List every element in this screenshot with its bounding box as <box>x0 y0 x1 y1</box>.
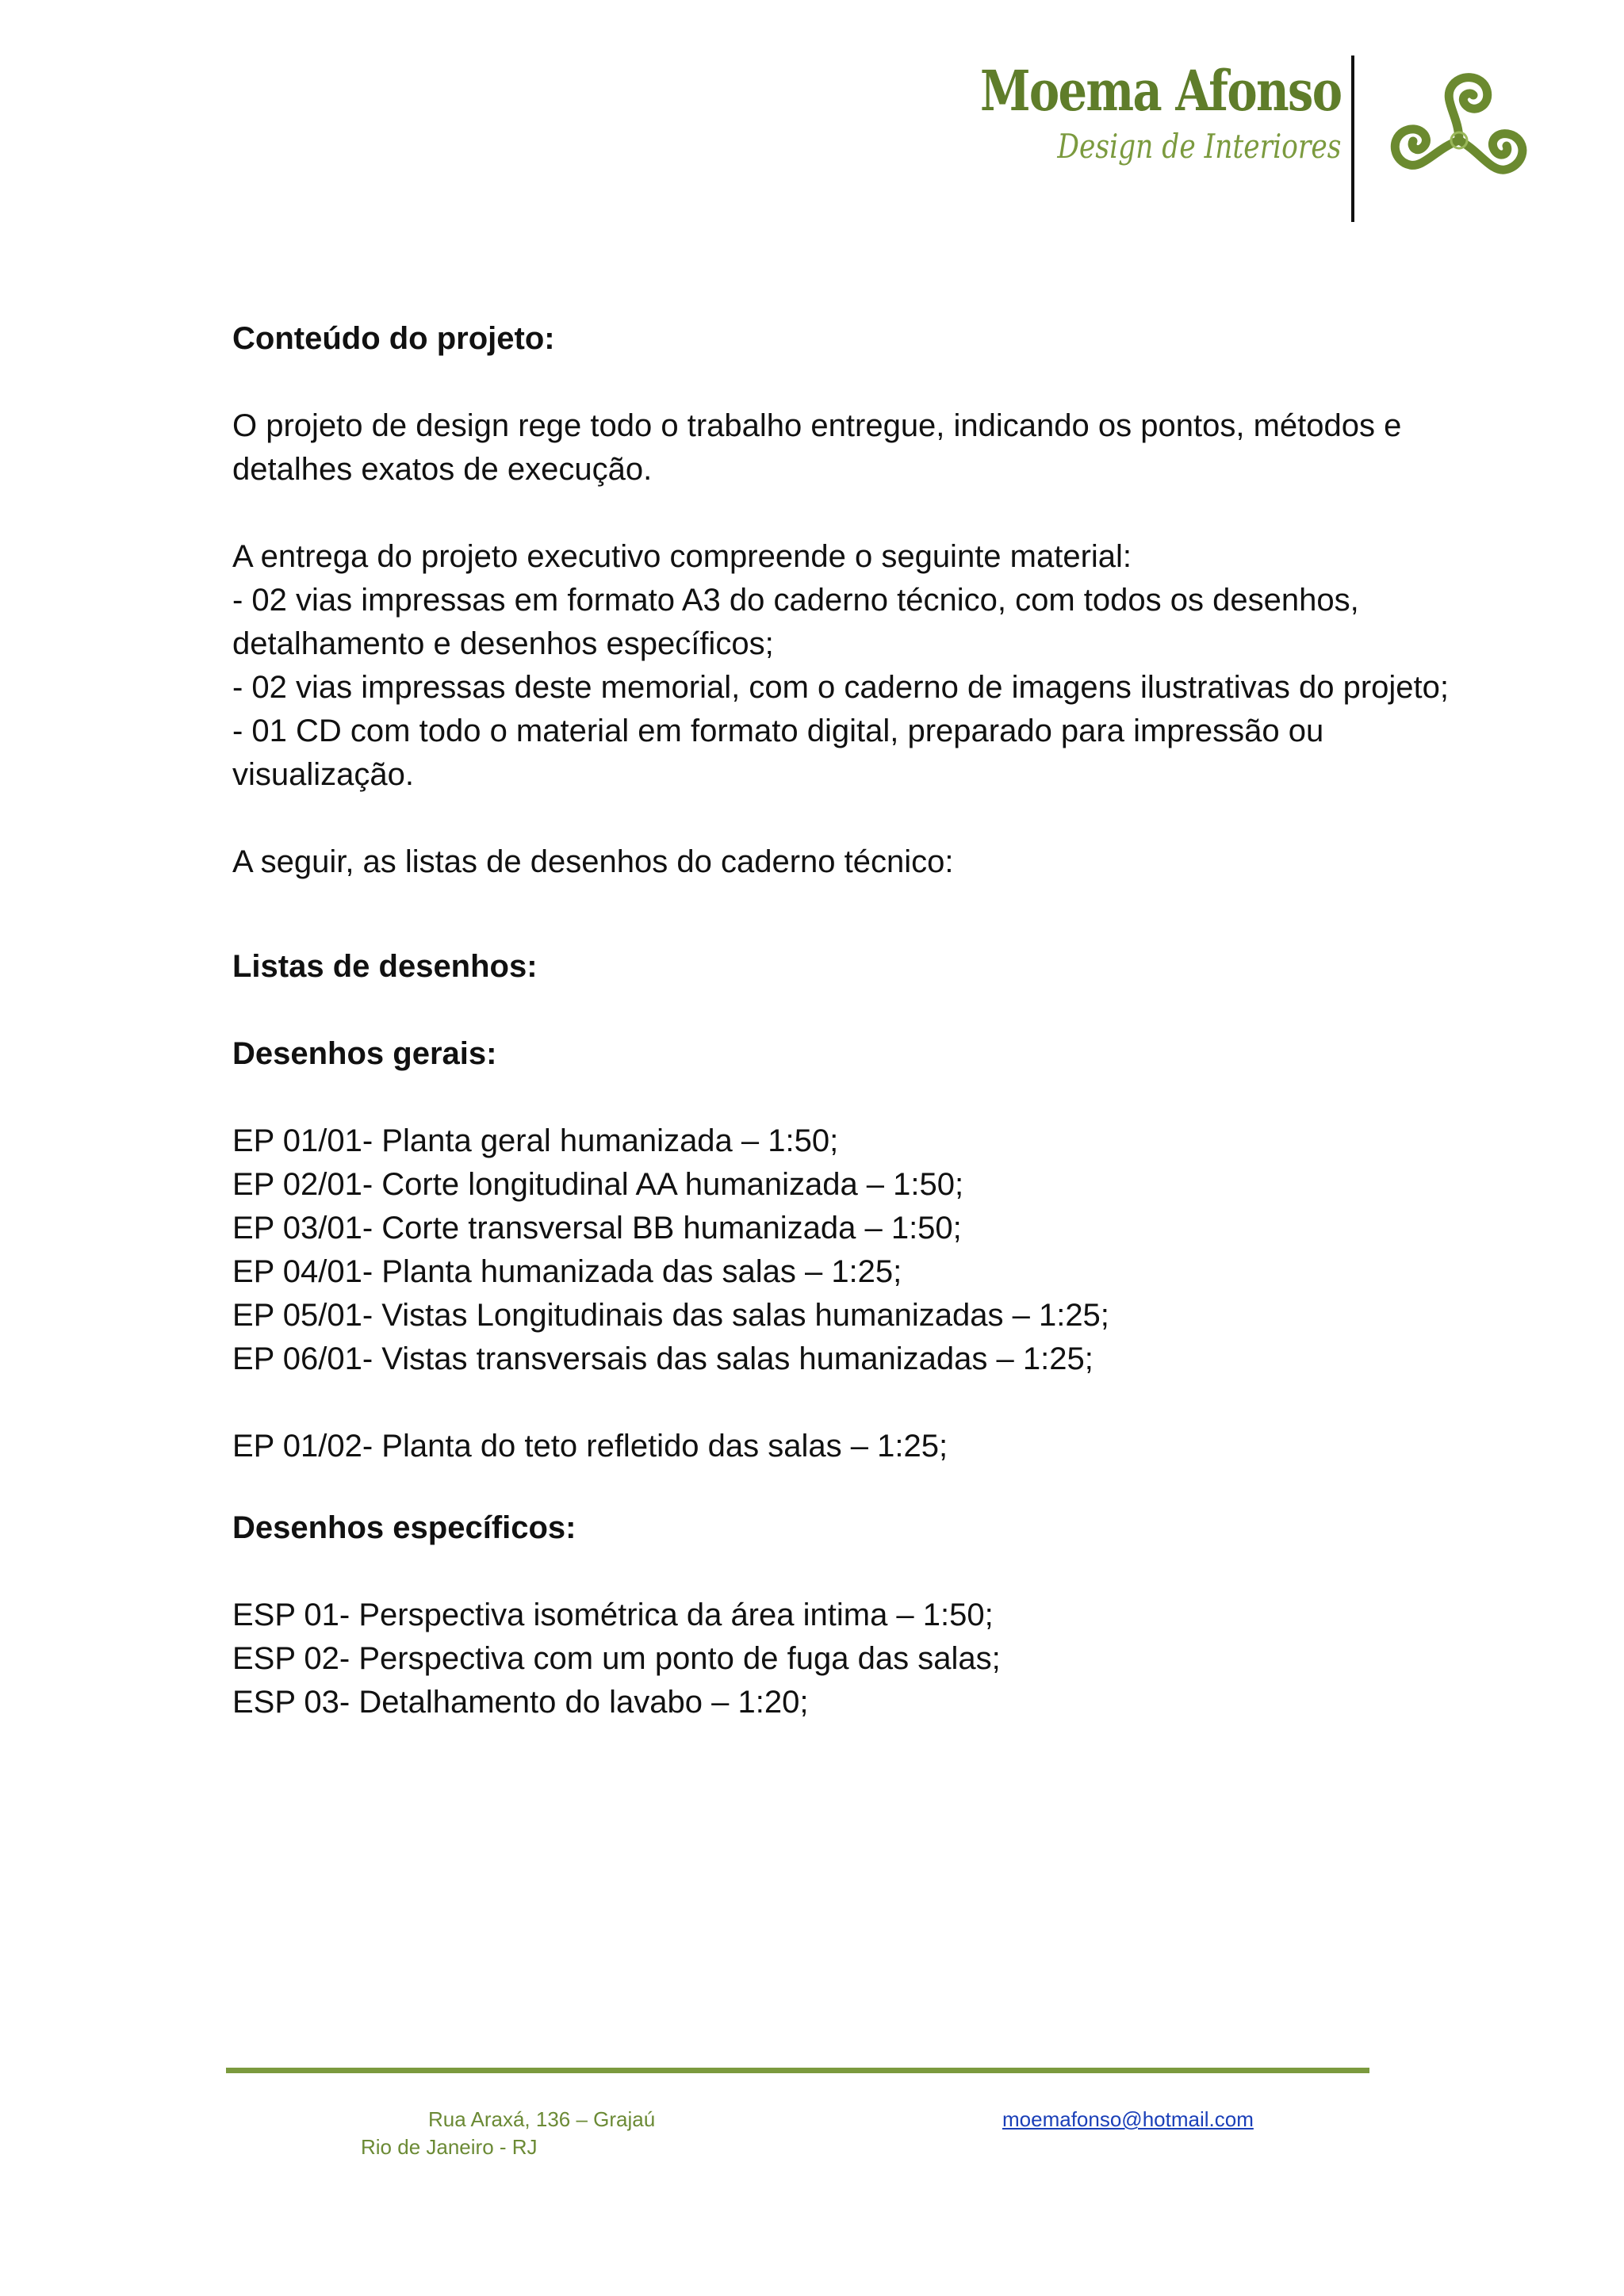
general-drawing-item: EP 05/01- Vistas Longitudinais das salas humanizadas – 1:25; <box>232 1298 1109 1333</box>
footer-address-line1: Rua Araxá, 136 – Grajaú <box>428 2107 656 2131</box>
specific-drawing-item: ESP 02- Perspectiva com um ponto de fuga das salas; <box>232 1641 1001 1676</box>
lists-intro: A seguir, as listas de desenhos do caderno técnico: <box>232 844 954 879</box>
intro-paragraph: O projeto de design rege todo o trabalho entregue, indicando os pontos, métodos e detalhes exatos de execução. <box>232 408 1402 487</box>
ceiling-drawing-item: EP 01/02- Planta do teto refletido das salas – 1:25; <box>232 1429 948 1464</box>
triskele-spiral-icon <box>1380 57 1538 224</box>
specific-drawing-item: ESP 03- Detalhamento do lavabo – 1:20; <box>232 1685 809 1720</box>
general-drawing-item: EP 04/01- Planta humanizada das salas – 1:25; <box>232 1254 902 1289</box>
general-drawings-title: Desenhos gerais: <box>232 1036 497 1071</box>
delivery-intro: A entrega do projeto executivo compreende o seguinte material: <box>232 539 1132 574</box>
brand-name: Moema Afonso <box>979 58 1341 124</box>
brand-logo-text <box>901 58 1341 166</box>
general-drawing-item: EP 06/01- Vistas transversais das salas humanizadas – 1:25; <box>232 1341 1094 1376</box>
specific-drawings-title: Desenhos específicos: <box>232 1510 576 1545</box>
general-drawing-item: EP 03/01- Corte transversal BB humanizada – 1:50; <box>232 1211 962 1246</box>
general-drawing-item: EP 01/01- Planta geral humanizada – 1:50; <box>232 1123 839 1158</box>
footer-email-link[interactable]: moemafonso@hotmail.com <box>1002 2107 1254 2131</box>
footer-address-line2: Rio de Janeiro - RJ <box>361 2135 538 2159</box>
logo-divider <box>1351 55 1354 222</box>
section-title: Conteúdo do projeto: <box>232 321 555 356</box>
delivery-item: - 02 vias impressas deste memorial, com o caderno de imagens ilustrativas do projeto; <box>232 670 1450 705</box>
specific-drawing-item: ESP 01- Perspectiva isométrica da área intima – 1:50; <box>232 1598 994 1632</box>
footer-divider <box>226 2068 1369 2073</box>
brand-tagline: Design de Interiores <box>1057 127 1341 166</box>
general-drawing-item: EP 02/01- Corte longitudinal AA humanizada – 1:50; <box>232 1167 964 1202</box>
delivery-item: - 02 vias impressas em formato A3 do caderno técnico, com todos os desenhos, detalhamento e desenhos específicos; <box>232 583 1359 661</box>
document-body <box>232 317 1454 1724</box>
lists-title: Listas de desenhos: <box>232 949 538 984</box>
delivery-item: - 01 CD com todo o material em formato digital, preparado para impressão ou visualização. <box>232 714 1324 792</box>
